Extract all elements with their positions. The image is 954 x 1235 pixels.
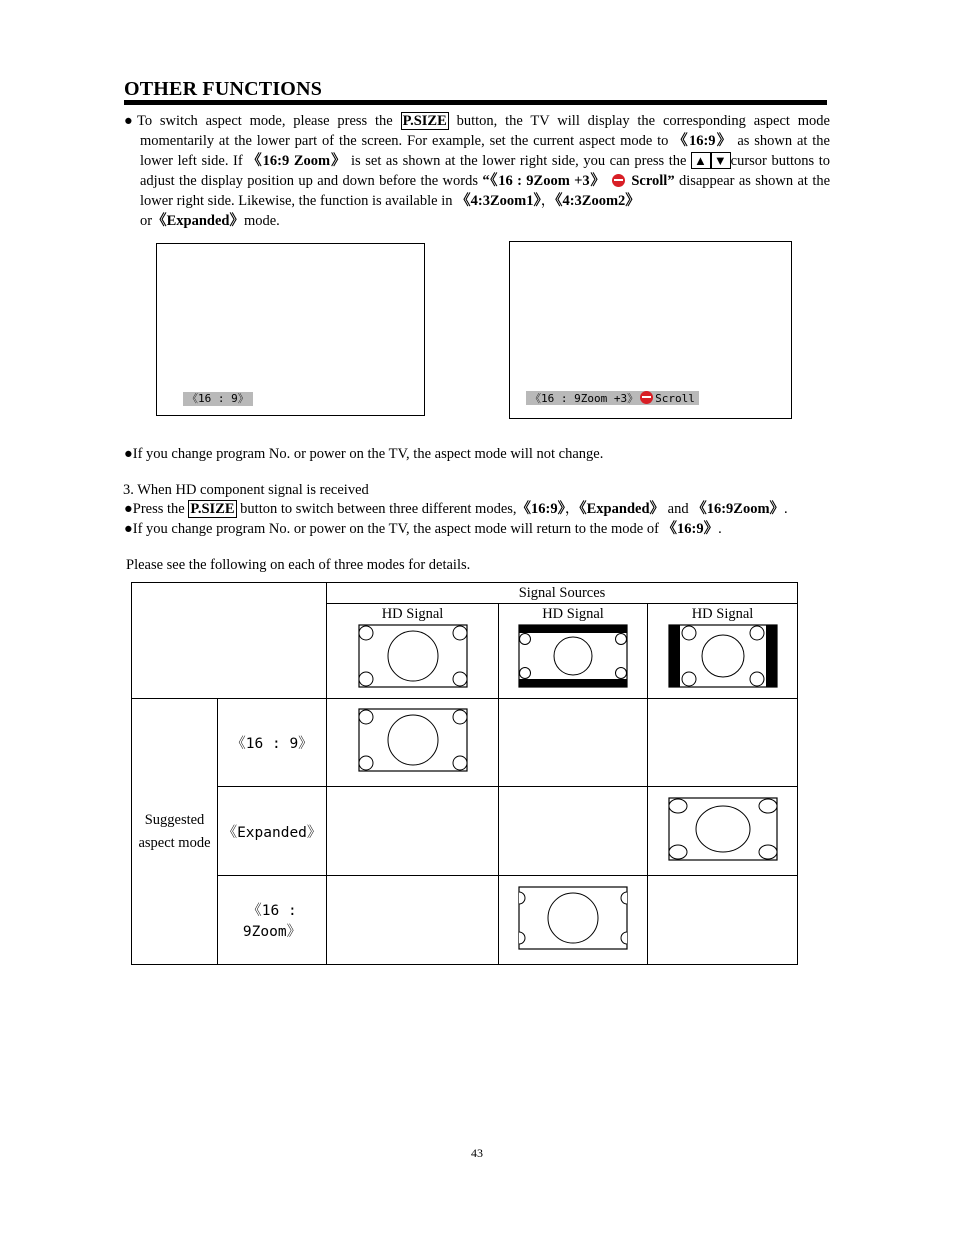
screen-left: [156, 243, 425, 416]
row-label-expanded: 《Expanded》: [218, 787, 327, 876]
note-aspect-unchanged: ●If you change program No. or power on the TV, the aspect mode will not change.: [124, 446, 604, 462]
signal-sources-header: Signal Sources: [327, 583, 798, 604]
heading-rule: [124, 100, 827, 105]
up-arrow-key-icon: ▲: [691, 152, 711, 169]
cell-16-9-col-2: [499, 699, 648, 787]
psize-key: P.SIZE: [190, 501, 235, 517]
hd-signal-letterbox-diagram: [518, 624, 628, 688]
please-see-note: Please see the following on each of three modes for details.: [126, 557, 471, 573]
cell-16-9-col-1: [327, 699, 499, 787]
section-3-bullet-2: ●If you change program No. or power on the TV, the aspect mode will return to the mode of 《16:9》.: [124, 521, 722, 537]
hd-signal-pillarbox-diagram: [668, 624, 778, 688]
aspect-mode-table: [131, 582, 798, 965]
section-3-title: 3. When HD component signal is received: [123, 482, 369, 498]
hd-signal-col-1: HD Signal: [327, 604, 499, 699]
result-16-9-diagram: [358, 708, 468, 772]
result-16-9-zoom-diagram: [518, 886, 628, 950]
bullet: ●: [124, 113, 137, 129]
osd-16-9: 《16 : 9》: [183, 392, 253, 406]
suggested-aspect-mode-label: Suggested aspect mode: [132, 699, 218, 965]
cell-expanded-col-2: [499, 787, 648, 876]
row-label-16-9: 《16 : 9》: [218, 699, 327, 787]
intro-paragraph: ●To switch aspect mode, please press the P.SIZE button, the TV will display the corresponding aspect mode momentarily at the lower part of the screen. For example, set the current aspect mode to 《16:9》 as shown at the lower left side. If 《16:9 Zoom》 is set as shown at the lower right side, you can press the ▲ ▼ cursor buttons to adjust the display position up and down before the words “《16 : 9Zoom +3》 Scroll” disappear as shown at the lower right side. Likewise, the function is available in 《4:3Zoom1》，《4:3Zoom2》 or《Expanded》mode.: [124, 113, 831, 229]
hd-signal-col-2: HD Signal: [499, 604, 648, 699]
cell-expanded-col-1: [327, 787, 499, 876]
result-expanded-diagram: [668, 797, 778, 861]
down-arrow-key-icon: ▼: [711, 152, 731, 169]
row-label-16-9-zoom: 《16 : 9Zoom》: [218, 876, 327, 965]
section-3-bullet-1: ●Press the P.SIZE button to switch between three different modes,《16:9》，《Expanded》 and 《16:9Zoom》.: [124, 501, 788, 517]
hd-signal-col-3: HD Signal: [648, 604, 798, 699]
psize-key: P.SIZE: [402, 113, 447, 129]
hd-signal-full-diagram: [358, 624, 468, 688]
screen-right: [509, 241, 792, 419]
scroll-icon: [640, 391, 653, 404]
osd-16-9-zoom: 《16 : 9Zoom +3》 Scroll: [526, 391, 699, 405]
cell-expanded-col-3: [648, 787, 798, 876]
page-number: 43: [471, 1146, 483, 1160]
cell-zoom-col-2: [499, 876, 648, 965]
page-heading: OTHER FUNCTIONS: [124, 78, 323, 100]
cell-zoom-col-1: [327, 876, 499, 965]
cell-16-9-col-3: [648, 699, 798, 787]
cell-zoom-col-3: [648, 876, 798, 965]
scroll-icon: [612, 174, 625, 187]
table-corner: [132, 583, 327, 699]
